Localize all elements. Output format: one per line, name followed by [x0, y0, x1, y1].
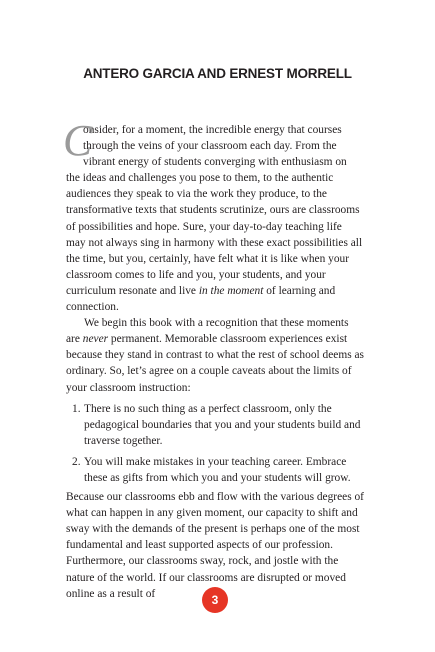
list-item [66, 401, 364, 449]
drop-cap: C [63, 116, 93, 165]
paragraph-3: Because our classrooms ebb and flow with the various degrees of what can happen in any given moment, our capacity to shift and sway with the demands of the present is perhaps one of the most fundamental and least supported aspects of our profession. Furthermore, our classrooms sway, rock, and jostle with the nature of the world. If our classrooms are disrupted or moved online as a result of [66, 491, 364, 600]
page-number-badge [202, 587, 228, 613]
page-number: 3 [211, 593, 219, 607]
list-text: There is no such thing as a perfect classroom, only the pedagogical boundaries that you and your students build and traverse together. [84, 402, 361, 447]
body-text [63, 116, 364, 602]
opening-line-1: onsider, for a moment, the incredible energy that courses [83, 124, 342, 136]
running-header: ANTERO GARCIA AND ERNEST MORRELL [83, 66, 352, 81]
opening-text: the ideas and challenges you pose to them, to the authentic audiences they speak to via the work they produce, to the transformative texts that students scrutinize, ours are classrooms of possibilities and hope. Sure, your day-to-day teaching life may not always sing in harmony with these exact possibilities all the time, but you, certainly, have felt what it is like when your classroom comes to life and you, your students, and your curriculum resonate and live [66, 172, 363, 297]
paragraph-2-after: permanent. Memorable classroom experiences exist because they stand in contrast to what the rest of school deems as ordinary. So, let’s agree on a couple caveats about the limits of your classroom instruction: [66, 333, 364, 394]
opening-line-3: vibrant energy of students converging with enthusiasm on [83, 156, 347, 169]
list-text: You will make mistakes in your teaching career. Embrace these as gifts from which you and your students will grow. [84, 455, 351, 484]
list-item [66, 454, 364, 486]
list-number: 2. [72, 455, 81, 468]
list-number: 1. [72, 402, 81, 415]
paragraph-2-before: We begin this book with a recognition that these moments are [66, 317, 349, 346]
opening-paragraph-rest [66, 170, 364, 315]
drop-cap-lines [66, 122, 364, 170]
emphasis-in-the-moment: in the moment [198, 284, 264, 297]
caveats-list [66, 401, 364, 486]
opening-line-2: through the veins of your classroom each day. From the [83, 140, 337, 153]
opening-ending: of learning and connection. [66, 284, 336, 314]
paragraph-2 [66, 315, 364, 395]
emphasis-never: never [82, 333, 109, 346]
opening-paragraph [63, 116, 364, 315]
